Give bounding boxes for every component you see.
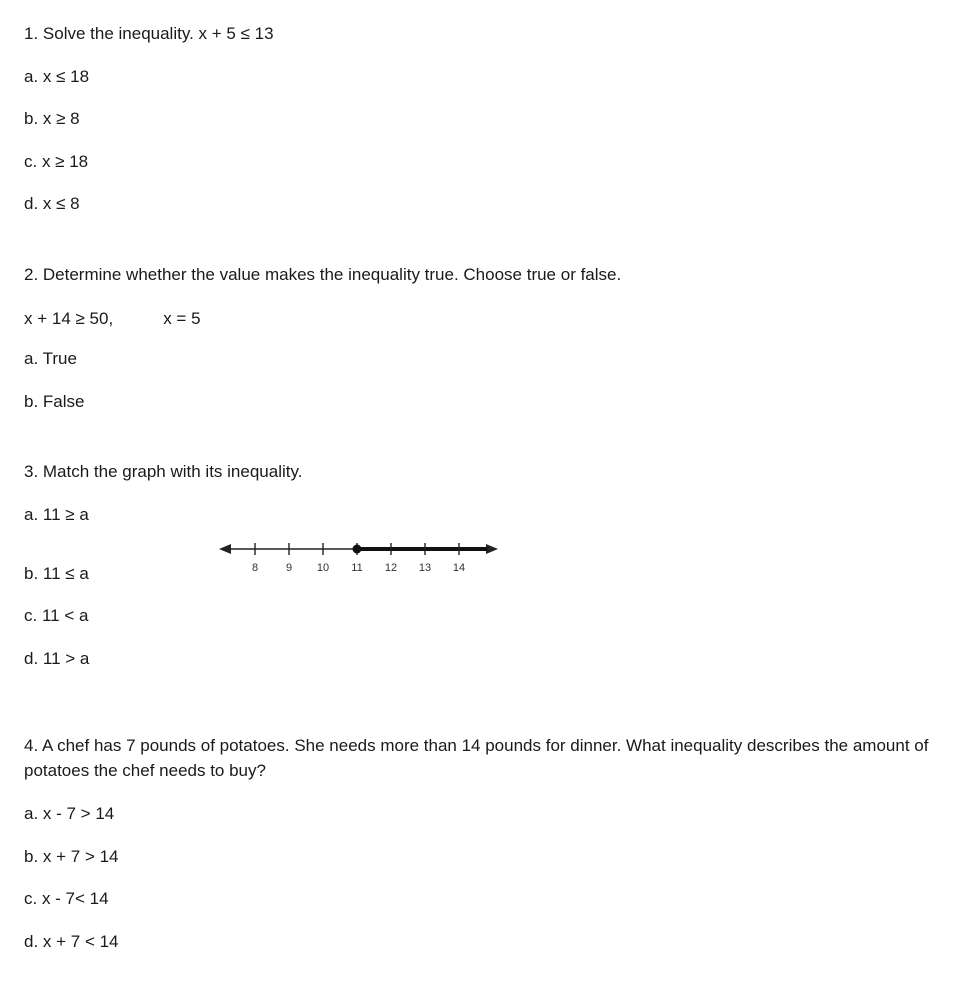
q1-option-a[interactable]: a. x ≤ 18 bbox=[24, 67, 90, 86]
q2-value: x = 5 bbox=[163, 309, 201, 328]
q2-inequality: x + 14 ≥ 50, bbox=[24, 309, 114, 328]
number-line-graph bbox=[215, 533, 505, 581]
question-2-prompt: 2. Determine whether the value makes the inequality true. Choose true or false. bbox=[24, 265, 622, 284]
q1-option-c[interactable]: c. x ≥ 18 bbox=[24, 152, 89, 171]
tick-label-11: 11 bbox=[351, 562, 363, 574]
question-1-prompt: 1. Solve the inequality. x + 5 ≤ 13 bbox=[24, 24, 274, 43]
tick-label-8: 8 bbox=[251, 562, 259, 574]
q3-option-a[interactable]: a. 11 ≥ a bbox=[24, 505, 89, 524]
q4-option-b[interactable]: b. x + 7 > 14 bbox=[24, 847, 119, 866]
tick-label-13: 13 bbox=[418, 562, 432, 574]
tick-label-9: 9 bbox=[285, 562, 293, 574]
q4-option-d[interactable]: d. x + 7 < 14 bbox=[24, 932, 119, 951]
q3-option-b[interactable]: b. 11 ≤ a bbox=[24, 564, 89, 583]
q1-option-b[interactable]: b. x ≥ 8 bbox=[24, 109, 80, 128]
q2-expression bbox=[24, 308, 201, 330]
q4-option-a[interactable]: a. x - 7 > 14 bbox=[24, 804, 115, 823]
q4-option-c[interactable]: c. x - 7< 14 bbox=[24, 889, 109, 908]
question-3-prompt: 3. Match the graph with its inequality. bbox=[24, 462, 303, 481]
q1-option-d[interactable]: d. x ≤ 8 bbox=[24, 194, 80, 213]
q2-option-a[interactable]: a. True bbox=[24, 349, 77, 368]
q3-option-c[interactable]: c. 11 < a bbox=[24, 606, 89, 625]
tick-label-14: 14 bbox=[452, 562, 466, 574]
q2-option-b[interactable]: b. False bbox=[24, 392, 85, 411]
right-arrow-icon bbox=[486, 544, 498, 554]
closed-point-marker bbox=[353, 545, 362, 554]
left-arrow-icon bbox=[219, 544, 231, 554]
tick-label-12: 12 bbox=[384, 562, 398, 574]
question-4-prompt: 4. A chef has 7 pounds of potatoes. She needs more than 14 pounds for dinner. What inequality describes the amount of potatoes the chef needs to buy? bbox=[24, 736, 929, 780]
q3-option-d[interactable]: d. 11 > a bbox=[24, 649, 90, 668]
tick-label-10: 10 bbox=[316, 562, 330, 574]
